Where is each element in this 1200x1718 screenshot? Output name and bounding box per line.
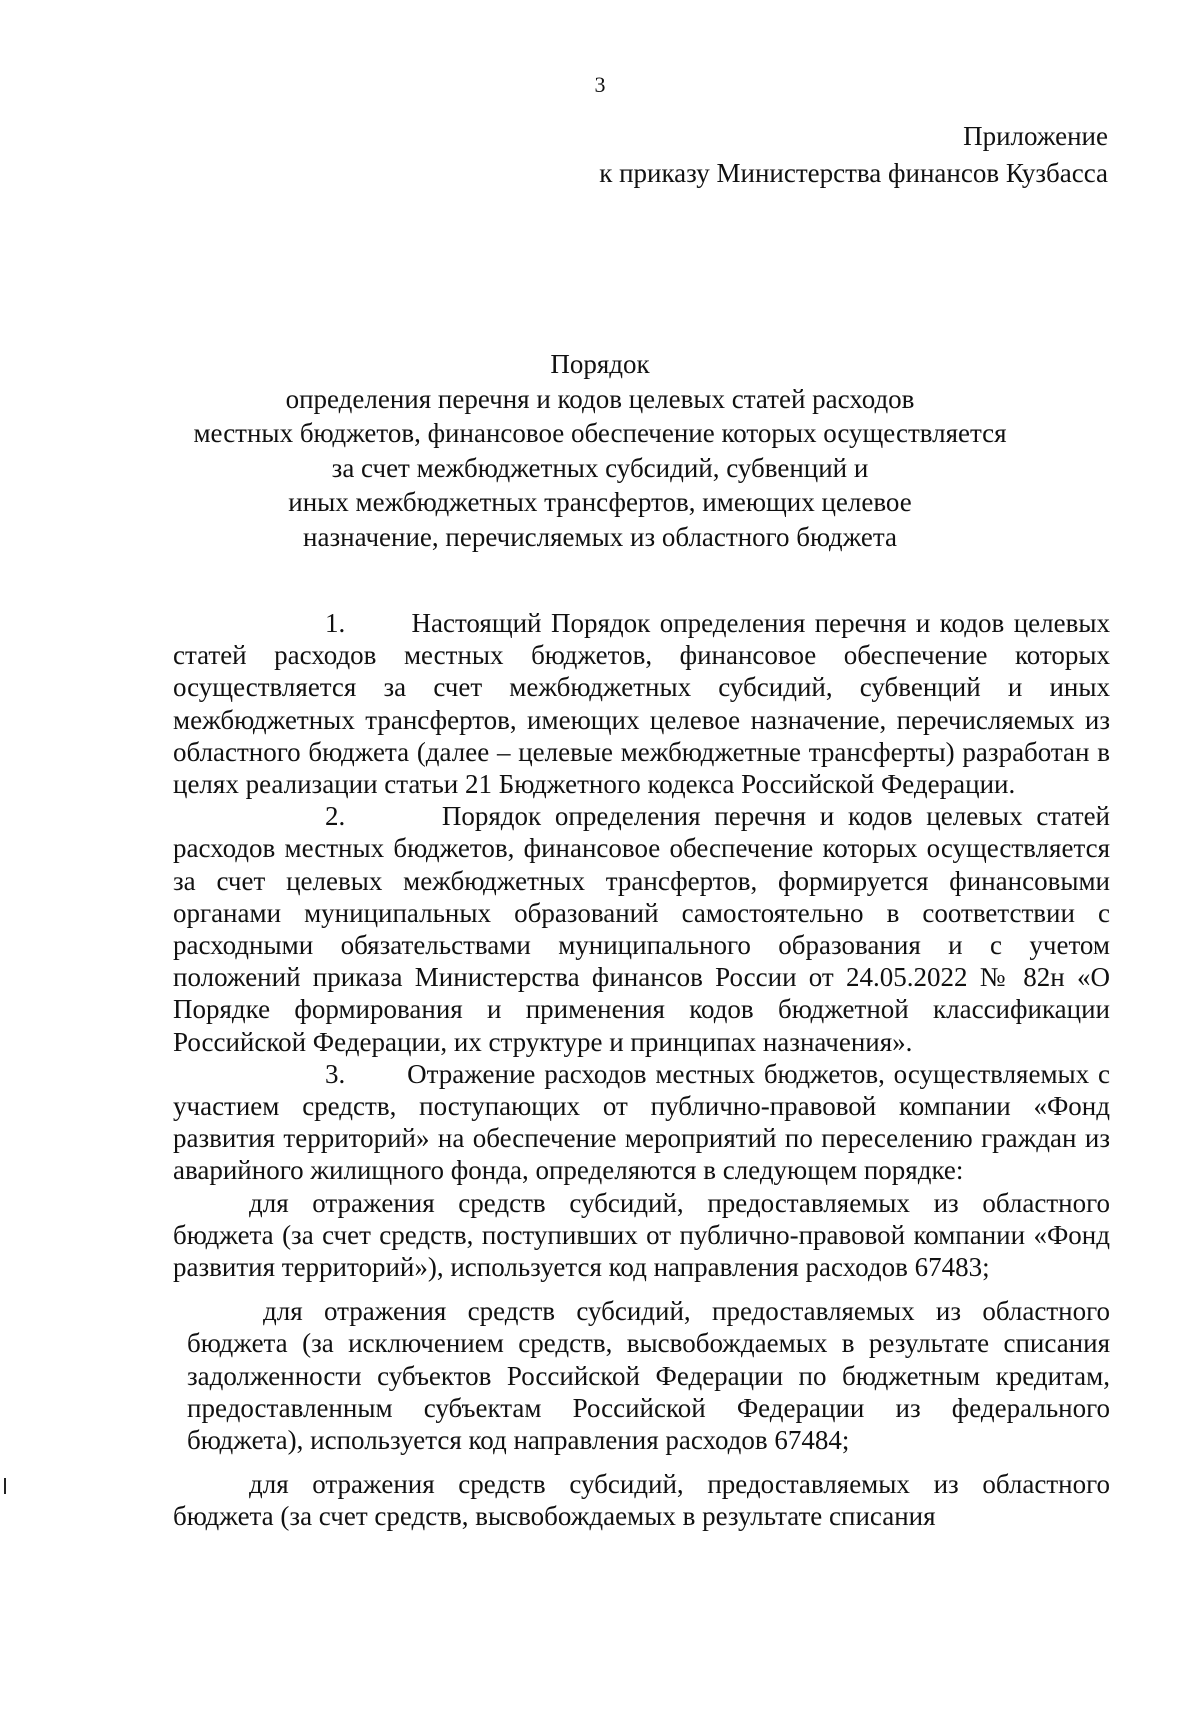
page-number: 3 [594,72,606,97]
document-title [100,347,1100,554]
paragraph-number: 2. [325,801,346,832]
paragraph-text: Настоящий Порядок определения перечня и кодов целевых статей расходов местных бюджетов, финансовое обеспечение которых осуществляется за счет межбюджетных субсидий, субвенций и иных межбюджетных трансфертов, имеющих целевое назначение, перечисляемых из областного бюджета (далее – целевые межбюджетные трансферты) разработан в целях реализации статьи 21 Бюджетного кодекса Российской Федерации. [173,608,1111,800]
paragraph-5: для отражения средств субсидий, предоставляемых из областного бюджета (за исключением средств, высвобождаемых в результате списания задолженности субъектов Российской Федерации по бюджетным кредитам, предоставленным субъектам Российской Федерации из федерального бюджета), используется код направления расходов 67484; [187,1296,1110,1456]
paragraph-3 [173,1058,1110,1187]
title-line: местных бюджетов, финансовое обеспечение которых осуществляется [193,418,1007,448]
title-line: иных межбюджетных трансфертов, имеющих целевое [288,487,912,517]
paragraph-number: 3. [325,1058,346,1089]
paragraph-2 [173,800,1110,1058]
title-line: определения перечня и кодов целевых статей расходов [285,383,915,414]
paragraph-4: для отражения средств субсидий, предоставляемых из областного бюджета (за счет средств, поступивших от публично-правовой компании «Фонд развития территорий»), используется код направления расходов 67483; [173,1187,1110,1283]
title-line: Порядок [550,349,650,379]
paragraph-text: Отражение расходов местных бюджетов, осуществляемых с участием средств, поступающих от публично-правовой компании «Фонд развития территорий» на обеспечение мероприятий по переселению граждан из аварийного жилищного фонда, определяются в следующем порядке: [173,1058,1111,1186]
appendix-reference: к приказу Министерства финансов Кузбасса [599,158,1108,188]
paragraph-text: Порядок определения перечня и кодов целевых статей расходов местных бюджетов, финансовое обеспечение которых осуществляется за счет целевых межбюджетных трансфертов, формируется финансовыми органами муниципальных образований самостоятельно в соответствии с расходными обязательствами муниципального образования и с учетом положений приказа Министерства финансов России от 24.05.2022 № 82н «О Порядке формирования и применения кодов бюджетной классификации Российской Федерации, их структуре и принципах назначения». [173,801,1111,1057]
paragraph-number: 1. [325,608,346,638]
scan-margin-mark [4,1478,6,1494]
document-body [173,607,1110,1533]
appendix-header [599,118,1108,192]
appendix-label: Приложение [963,121,1108,151]
title-line: за счет межбюджетных субсидий, субвенций и [331,452,869,483]
paragraph-6: для отражения средств субсидий, предоставляемых из областного бюджета (за счет средств, высвобождаемых в результате списания [173,1469,1110,1532]
title-line: назначение, перечисляемых из областного бюджета [303,521,897,552]
paragraph-1 [173,607,1110,800]
